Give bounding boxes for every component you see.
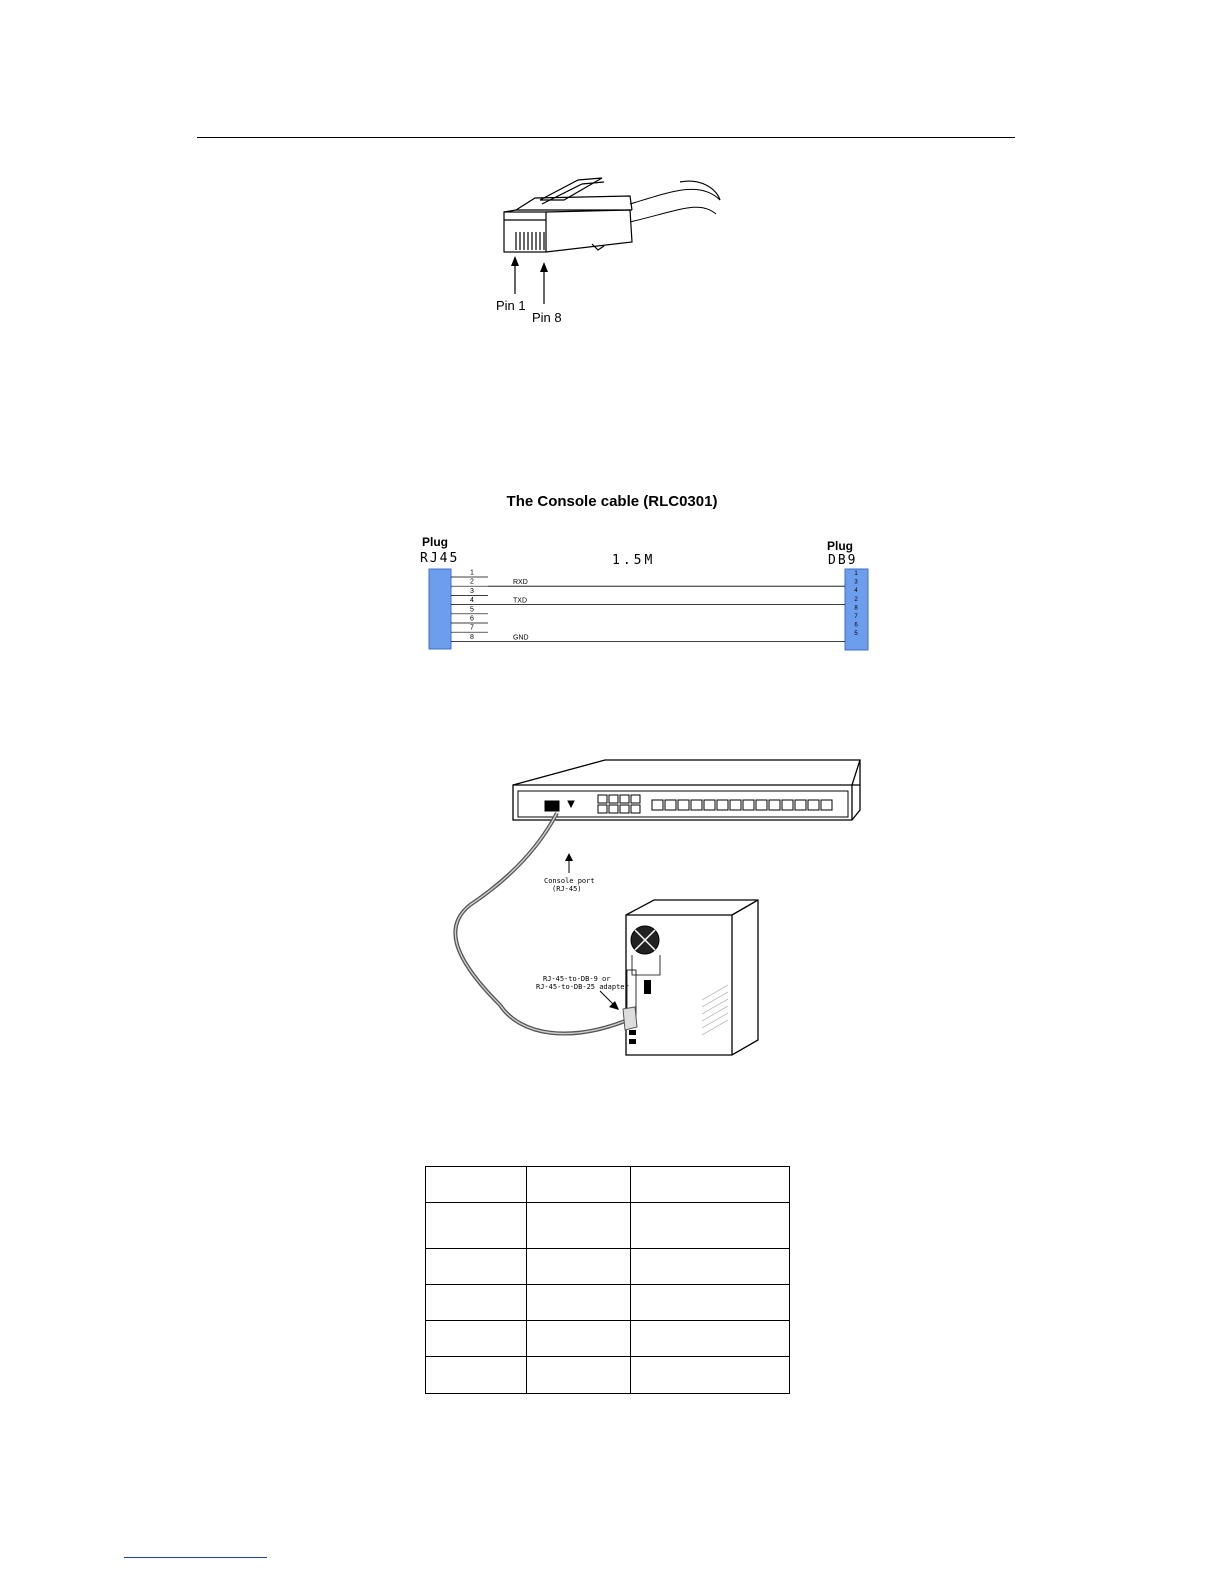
rj45-pin-number: 3: [470, 587, 474, 595]
db9-connector-label: DB9: [828, 553, 858, 568]
table-cell: [631, 1167, 790, 1203]
table-cell: [426, 1321, 527, 1357]
table-cell: [527, 1249, 631, 1285]
rj45-connector: [429, 569, 451, 649]
cable-length-label: 1.5M: [612, 553, 656, 568]
switch-port: [631, 805, 640, 813]
db9-pin-number: 8: [854, 605, 858, 612]
table-cell: [426, 1203, 527, 1249]
table-row: [426, 1203, 790, 1249]
table-cell: [426, 1167, 527, 1203]
table-cell: [631, 1357, 790, 1394]
db9-pin-number: 7: [854, 614, 858, 620]
console-cable-wiring-diagram: [410, 530, 890, 660]
rj45-pin-number: 7: [470, 624, 474, 632]
switch-port: [678, 800, 689, 810]
switch-port-row: [598, 795, 832, 813]
rj45-pin-number: 6: [470, 615, 474, 623]
switch-port: [717, 800, 728, 810]
rj45-pin-number: 4: [470, 597, 474, 605]
table-cell: [631, 1203, 790, 1249]
table-row: [426, 1285, 790, 1321]
table-cell: [527, 1357, 631, 1394]
switch-port: [821, 800, 832, 810]
console-port-label: [544, 877, 599, 893]
rj45-pin-number: 1: [470, 569, 474, 577]
switch-port: [691, 800, 702, 810]
footer-rule: [124, 1557, 267, 1558]
pin-table: [425, 1166, 790, 1394]
pin-1-label: Pin 1: [496, 298, 526, 313]
switch-port: [795, 800, 806, 810]
adapter-label-line-2: RJ-45-to-DB-25 adapter: [536, 983, 629, 991]
switch-port: [620, 795, 629, 803]
console-cable-caption: The Console cable (RLC0301): [506, 493, 718, 510]
signal-label: RXD: [513, 579, 528, 587]
adapter-label-line-1: RJ-45-to-DB-9 or: [543, 975, 611, 983]
table-cell: [527, 1285, 631, 1321]
signal-label: GND: [513, 634, 529, 642]
rj45-pin-number: 5: [470, 606, 474, 614]
switch-port: [743, 800, 754, 810]
switch-port: [620, 805, 629, 813]
switch-console-connection-illustration: [440, 755, 880, 1065]
console-port-label-line-1: Console port: [544, 877, 595, 885]
console-port-label-line-2: (RJ-45): [552, 885, 582, 893]
switch-port: [609, 795, 618, 803]
db9-pin-number: 5: [854, 631, 858, 638]
table-cell: [426, 1285, 527, 1321]
db9-pin-number: 2: [854, 596, 858, 603]
db9-pin-number: 4: [854, 588, 858, 595]
switch-port: [598, 805, 607, 813]
db9-pin-number: 1: [854, 571, 858, 577]
table-cell: [631, 1285, 790, 1321]
table-row: [426, 1249, 790, 1285]
rj45-pin-group: [451, 570, 488, 642]
switch-port: [782, 800, 793, 810]
table-row: [426, 1357, 790, 1394]
rj45-pin-number: 8: [470, 633, 474, 641]
table-cell: [527, 1167, 631, 1203]
rj45-plug-illustration: [480, 170, 750, 340]
rj45-pin-number: 2: [470, 578, 474, 586]
adapter-label: [536, 975, 629, 991]
switch-port: [652, 800, 663, 810]
pin-8-label: Pin 8: [532, 310, 562, 325]
switch-port: [631, 795, 640, 803]
table-cell: [631, 1321, 790, 1357]
switch-port: [756, 800, 767, 810]
rj45-connector-label: RJ45: [420, 551, 460, 566]
left-plug-label: Plug: [422, 535, 448, 549]
switch-port: [704, 800, 715, 810]
switch-port: [730, 800, 741, 810]
signal-label: TXD: [513, 597, 527, 605]
table-row: [426, 1167, 790, 1203]
switch-port: [808, 800, 819, 810]
signal-group: [488, 579, 845, 641]
header-rule: [197, 137, 1015, 138]
table-cell: [527, 1203, 631, 1249]
table-cell: [527, 1321, 631, 1357]
table-cell: [426, 1249, 527, 1285]
switch-port: [769, 800, 780, 810]
db9-pin-number: 6: [854, 622, 858, 629]
switch-port: [665, 800, 676, 810]
table-cell: [631, 1249, 790, 1285]
db9-pin-number: 3: [854, 579, 858, 586]
switch-port: [598, 795, 607, 803]
table-row: [426, 1321, 790, 1357]
table-cell: [426, 1357, 527, 1394]
switch-port: [609, 805, 618, 813]
right-plug-label: Plug: [827, 539, 853, 553]
